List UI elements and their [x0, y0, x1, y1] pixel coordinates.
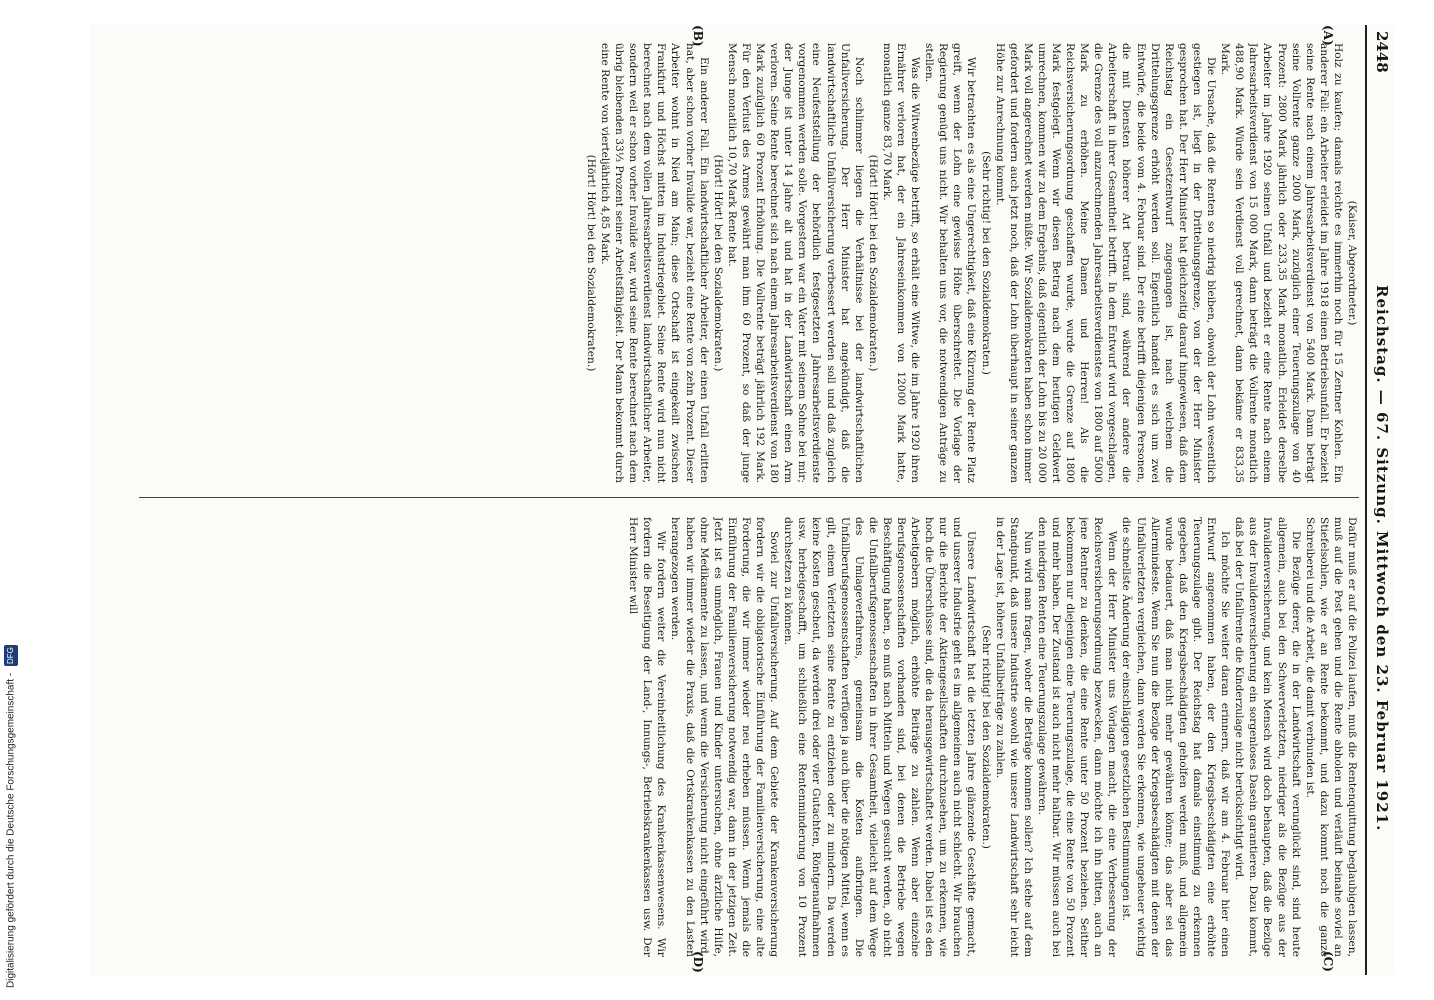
- right-interjection: (Sehr richtig! bei den Sozialdemokraten.): [979, 625, 992, 849]
- page-number: 2448: [1373, 31, 1391, 73]
- right-paragraph: Wenn der Herr Minister uns Vorlagen macht, die eine Verbesserung der Reichsversicherungsordnung bezwecken, dann möchte ich ihn bitten, auch an jene Rentner zu denken, die eine Rente unter 50 Prozent beziehen. Seither bekommen nur diejenigen eine Teuerungszulage, die eine Rente von 50 Prozent und mehr haben. Der Zustand ist auch nicht mehr haltbar. Wir müssen auch bei den niedrigen Renten eine Teuerungszulage gewähren.: [1035, 517, 1119, 957]
- right-paragraph: Unsere Landwirtschaft hat die letzten Jahre glänzende Geschäfte gemacht, und unserer Industrie geht es im allgemeinen auch nicht schlecht. Wir brauchen nur die Berichte der Aktiengesellschaften durchzusehen, um zu erkennen, wie hoch die Überschüsse sind, die da herausgewirtschaftet werden. Dabei ist es den Arbeitgebern möglich, erhöhte Beiträge zu zahlen. Wenn aber einzelne Berufsgenossenschaften vorhanden sind, bei denen die Betriebe wegen Beschäftigung haben, so muß nach Mitteln und Wegen gesucht werden, ob nicht die Unfallberufsgenossenschaften in ihrer Gesamtheit, vielleicht auf dem Wege des Umlageverfahrens, gemeinsam die Kosten aufbringen. Die Unfallberufsgenossenschaften verfügen ja auch über die nötigen Mittel, wenn es gilt, einem Verletzten seine Rente zu entziehen oder zu mindern. Da werden keine Kosten gescheut, da werden drei oder vier Gutachten, Röntgenaufnahmen usw. herbeigeschafft, um schließlich eine Rentenminderung von 10 Prozent durchsetzen zu können.: [782, 517, 978, 957]
- page-title: Reichstag. — 67. Sitzung. Mittwoch den 23. Februar 1921.: [1373, 285, 1391, 832]
- left-interjection: (Sehr richtig! bei den Sozialdemokraten.): [979, 151, 992, 375]
- speaker-label: (Kaiser, Abgeordneter.): [1346, 200, 1358, 326]
- left-interjection: (Hört! Hört! bei den Sozialdemokraten.): [711, 154, 724, 372]
- right-column: [129, 517, 1359, 957]
- page-content: [90, 25, 1395, 975]
- right-paragraph: Soviel zur Unfallversicherung. Auf dem Gebiete der Krankenversicherung fordern wir die obligatorische Einführung der Familienversicherung, eine alte Forderung, die wir immer wieder neu erheben müssen. Wenn jemals die Einführung der Familienversicherung notwendig war, dann in der jetzigen Zeit. Jetzt ist es unmöglich, Frauen und Kinder untersuchen, ohne ärztliche Hilfe, ohne Medikamente zu lassen, und wenn die Versicherung nicht eingeführt wird, haben wir immer wieder die Praxis, daß die Ortskrankenkassen zu den Lasten herangezogen werden.: [669, 517, 781, 957]
- left-paragraph: Ein anderer Fall. Ein landwirtschaftlicher Arbeiter, der einen Unfall erlitten hat, aber schon vorher Invalide war, bezieht eine Rente von zehn Prozent. Dieser Arbeiter wohnt in Nied am Main; diese Ortschaft ist eingekeilt zwischen Frankfurt und Höchst mitten im Industriegebiet. Seine Rente wird nun nicht berechnet nach dem vollen Jahresarbeitsverdienst landwirtschaftlicher Arbeiter, sondern weil er schon vorher Invalide war, wird seine Rente berechnet nach dem übrig bleibenden 33⅓ Prozent seiner Arbeitsfähigkeit. Der Mann bekommt durch eine Rente von vierteljährlich 4,85 Mark.: [599, 43, 710, 483]
- margin-marker-d: (D): [691, 951, 705, 973]
- right-paragraph: Ich möchte Sie weiter daran erinnern, daß wir am 4. Februar hier einen Entwurf angenommen haben, der den Kriegsbeschädigten eine erhöhte Teuerungszulage gibt. Der Reichstag hat damals einstimmig zu erkennen gegeben, daß den Kriegsbeschädigten geholfen werden muß, und allgemein wurde bedauert, daß man nicht mehr gewähren könne; das aber sei das Allermindeste. Wenn Sie nun die Bezüge der Kriegsbeschädigten mit denen der Unfallverletzten vergleichen, dann werden Sie erkennen, wie ungeheuer wichtig die schnellste Änderung der einschlägigen gesetzlichen Bestimmungen ist.: [1120, 517, 1232, 957]
- right-paragraph: Dafür muß er auf die Polizei laufen, muß die Rentenquittung beglaubigen lassen, muß auf die Post gehen und die Rente abholen und verläuft beinahe soviel an Stiefelsohlen, wie er an Rente bekommt, und dazu kommt noch die ganze Schreiberei und die Arbeit, die damit verbunden ist.: [1303, 517, 1358, 957]
- right-paragraph: Die Bezüge derer, die in der Landwirtschaft verunglückt sind, sind heute allgemein, auch bei den Schwerverletzten, niedriger als die Bezüge aus der Invalidenversicherung, und kein Mensch wird doch behaupten, daß die Bezüge aus der Invalidenversicherung ein sorgenloses Dasein garantieren. Dazu kommt, daß bei der Unfallrente die Kinderzulage nicht berücksichtigt wird.: [1233, 517, 1302, 957]
- left-paragraph: Wir betrachten es als eine Ungerechtigkeit, daß eine Kürzung der Rente Platz greift, wenn der Lohn eine gewisse Höhe überschreitet. Die Vorlage der Regierung genügt uns nicht. Wir behalten uns vor, die notwendigen Anträge zu stellen.: [923, 43, 978, 483]
- left-interjection: (Hört! Hört! bei den Sozialdemokraten.): [584, 154, 597, 372]
- digitization-credit: [4, 28, 18, 988]
- left-paragraph: Was die Witwenbezüge betrifft, so erhält eine Witwe, die im Jahre 1920 ihren Ernährer verloren hat, der ein Jahreseinkommen von 12000 Mark hatte, monatlich ganze 83,70 Mark.: [880, 43, 922, 483]
- right-paragraph: Nun wird man fragen, woher die Beträge kommen sollen? Ich stehe auf dem Standpunkt, daß unsere Industrie sowohl wie unsere Landwirtschaft sehr leicht in der Lage ist, höhere Unfallbeiträge zu zahlen.: [993, 517, 1034, 957]
- running-head: [1365, 25, 1395, 975]
- dfg-logo: DFG: [4, 645, 18, 666]
- right-paragraph: Wir fordern weiter die Vereinheitlichung des Krankenkassenwesens. Wir fordern die Beseitigung der Land-, Innungs-, Betriebskrankenkassen usw. Der Herr Minister will: [627, 517, 668, 957]
- column-divider: [139, 497, 1359, 498]
- left-column: [129, 43, 1359, 483]
- left-paragraph: Die Ursache, daß die Renten so niedrig bleiben, obwohl der Lohn wesentlich gestiegen ist, liegt in der Drittelungsgrenze, von der der Herr Minister gesprochen hat. Der Herr Minister hat gleichzeitig darauf hingewiesen, daß dem Reichstag ein Gesetzentwurf zugegangen ist, nach welchem die Drittelungsgrenze erhöht werden soll. Eigentlich handelt es sich um zwei Entwürfe, die beide vom 4. Februar sind. Der eine betrifft diejenigen Personen, die mit Diensten höherer Art betraut sind, während der andere die Arbeiterschaft in ihrer Gesamtheit betrifft. In dem Entwurf wird vorgeschlagen, die Grenze des voll anzurechnenden Jahresarbeitsverdienstes von 1800 auf 5000 Mark zu erhöhen. Meine Damen und Herren! Als die Reichsversicherungsordnung geschaffen wurde, wurde die Grenze auf 1800 Mark festgelegt. Wenn wir diesen Betrag nach dem heutigen Geldwert umrechnen, kommen wir zu dem Ergebnis, daß eigentlich der Lohn bis zu 20 000 Mark voll angerechnet werden müßte. Wir Sozialdemokraten haben schon immer gefordert und fordern auch jetzt noch, daß der Lohn überhaupt in seiner ganzen Höhe zur Anrechnung kommt.: [993, 43, 1218, 483]
- scanned-page: [90, 25, 1395, 975]
- margin-marker-b: (B): [691, 25, 705, 47]
- left-paragraph: Noch schlimmer liegen die Verhältnisse bei der landwirtschaftlichen Unfallversicherung. Der Herr Minister hat angekündigt, daß die landwirtschaftliche Unfallversicherung verbessert werden soll und daß zugleich eine Neufeststellung der behördlich festgesetzten Jahresarbeitsverdienste vorgenommen werden solle. Vorgestern war ein Vater mit seinem Sohne bei mir; der Junge ist unter 14 Jahre alt und hat in der Landwirtschaft einen Arm verloren. Seine Rente berechnet sich nach einem Jahresarbeitsverdienst von 180 Mark zuzüglich 60 Prozent Erhöhung. Die Vollrente beträgt jährlich 192 Mark. Für den Verlust des Armes gewährt man ihm 60 Prozent, so daß der junge Mensch monatlich 10,70 Mark Rente hat.: [725, 43, 865, 483]
- left-interjection: (Hört! Hört! bei den Sozialdemokraten.): [866, 154, 879, 372]
- margin-marker-c: (C): [1321, 951, 1335, 972]
- margin-marker-a: (A): [1321, 25, 1335, 46]
- left-paragraph: Holz zu kaufen; damals reichte es immerhin noch für 15 Zentner Kohlen. Ein anderer Fall: ein Arbeiter erleidet im Jahre 1918 einen Betriebsunfall. Er bezieht seine Rente nach einem Jahresarbeitsverdienst von 5400 Mark. Dann beträgt seine Vollrente ganze 2000 Mark, zuzüglich einer Teuerungszulage von 40 Prozent: 2800 Mark jährlich oder 233,35 Mark monatlich. Erleidet derselbe Arbeiter im Jahre 1920 seinen Unfall und bezieht er eine Rente nach einem Jahresarbeitsverdienst von 15 000 Mark, dann beträgt die Vollrente monatlich 488,90 Mark. Würde sein Verdienst voll gerechnet, dann bekäme er 833,35 Mark.: [1219, 43, 1344, 483]
- credit-text: Digitalisierung gefördert durch die Deutsche Forschungsgemeinschaft -: [5, 672, 17, 988]
